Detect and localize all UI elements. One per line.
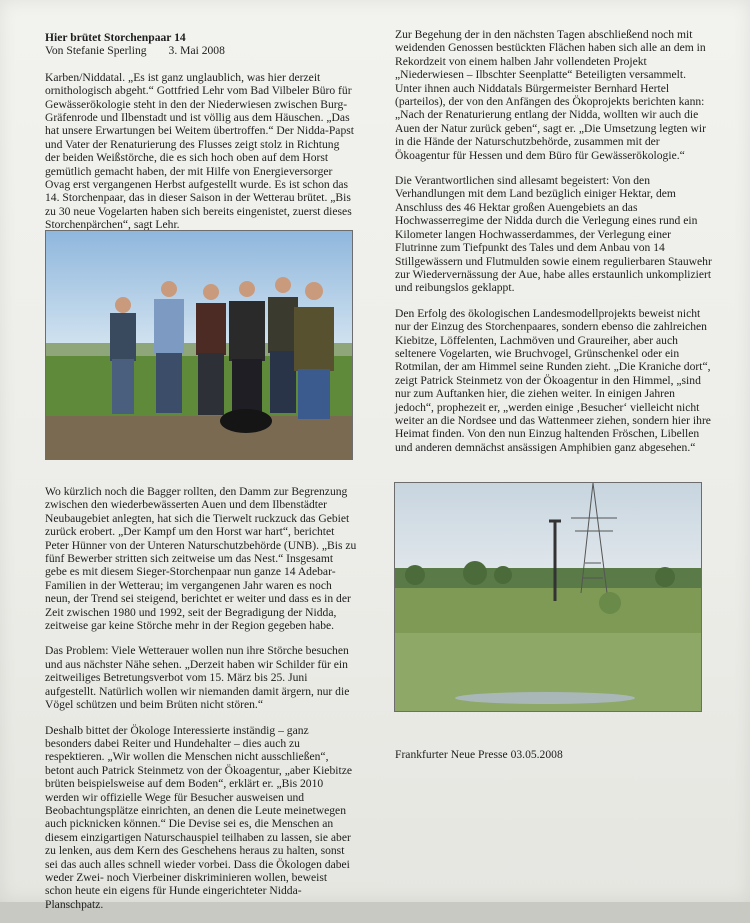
paragraph: Karben/Niddatal. „Es ist ganz unglaublich, was hier derzeit ornithologisch abgeht.“ Gottfried Lehr vom Bad Vilbeler Büro für Gewässerökologie steht in den der Niederwiesen zwischen Burg-Gräfenrode und Ilbenstadt und ist völlig aus dem Häuschen. „Das hat unsere Erwartungen bei Weitem übertroffen.“ Der Nidda-Papst und Vater der Renaturierung des Flusses zeigt stolz in Richtung der beiden Weißstörche, die es sich hoch oben auf dem Horst gemütlich gemacht haben, der mit Hilfe von Energieversorger Ovag erst vergangenen Herbst aufgestellt wurde. Es ist schon das 14. Storchenpaar, das in dieser Saison in der Wetterau brütet. „Bis zu 30 neue Vogelarten haben sich bereits eingenistet, zuerst dieses Storchenpärchen“, sagt Lehr. bbox=[45, 70, 354, 232]
author: Von Stefanie Sperling bbox=[45, 44, 147, 58]
column-left-bottom bbox=[45, 485, 357, 923]
paragraph: Wo kürzlich noch die Bagger rollten, den Damm zur Begrenzung zwischen den wiederbewässerten Auen und dem Ilbenstädter Neubaugebiet anlegten, hat sich die Tierwelt ruckzuck das Gebiet zurück erobert. „Der Kampf um den Horst war hart“, berichtet Peter Hünner von der Unteren Naturschutzbehörde (UNB). „Bis zu fünf Bewerber stritten sich zeitweise um das Nest.“ Insgesamt gebe es mit diesem Sieger-Storchenpaar nun ganze 14 Adebar-Familien in der Wetterau; im vergangenen Jahr waren es noch neun, der Trend sei steigend, berichtet er weiter und dass es in der Zeit zwischen 1980 und 1992, seit der Begradigung der Nidda, zeitweise gar keine Störche mehr in der Region gegeben habe. bbox=[45, 485, 357, 633]
paragraph: Den Erfolg des ökologischen Landesmodellprojekts beweist nicht nur der Einzug des Storchenpaares, sondern ebenso die zahlreichen Kiebitze, Löffelenten, Lachmöven und Graureiher, aber auch seltenere Vogelarten, wie Bruchvogel, Grünschenkel oder ein Rotmilan, der am Himmel seine Runden zieht. „Die Kraniche dort“, zeigt Patrick Steinmetz von der Ökoagentur in den Himmel, „sind nur zum Auftanken hier, die ziehen weiter. In einigen Jahren jedoch“, prophezeit er, „werden einige ‚Besucher‘ vielleicht nicht weiter an die Nordsee und das Wattenmeer ziehen, sondern hier ihre Heimat finden. Von den nun Einzug haltenden Fröschen, Libellen und anderen demnächst ansässigen Amphibien ganz abgesehen.“ bbox=[395, 306, 711, 454]
column-right-top bbox=[395, 28, 713, 466]
group-photo bbox=[45, 230, 353, 460]
paragraph: Zur Begehung der in den nächsten Tagen abschließend noch mit weidenden Genossen bestückten Flächen haben sich alle an dem in Rekordzeit von einem halben Jahr vollendeten Projekt „Niederwiesen – Ilbschter Seenplatte“ Beteiligten versammelt. Unter ihnen auch Niddatals Bürgermeister Bernhard Hertel (parteilos), der von den Anfängen des Ökoprojekts berichten kann: „Nach der Renaturierung entlang der Nidda, wollten wir auch die Auen der Natur zurück geben“, sagt er. „Die Umsetzung legten wir in die Hände der Naturschutzbehörde, zusammen mit der Ökoagentur für Hessen und dem Büro für Gewässerökologie.“ bbox=[395, 28, 706, 162]
paragraph: Die Verantwortlichen sind allesamt begeistert: Von den Verhandlungen mit dem Land bezüglich einiger Hektar, dem Anschluss des 46 Hektar großen Auengebiets an das Hochwasserregime der Nidda durch die Verlegung eines rund ein Kilometer langen Hochwasserdammes, der Verlegung einer Flutrinne zum Tiefpunkt des Tales und dem Anbau von 14 Stillgewässern und Flutmulden sowie einem regulierbaren Stauwehr zur Wiedervernässung der Aue, habe alles erstaunlich unkompliziert und reibungslos geklappt. bbox=[395, 174, 712, 295]
publish-date: 3. Mai 2008 bbox=[168, 44, 225, 58]
paragraph: Deshalb bittet der Ökologe Interessierte inständig – ganz besonders dabei Reiter und Hundehalter – dies auch zu respektieren. „Wir wollen die Menschen nicht ausschließen“, betont auch Patrick Steinmetz von der Ökoagentur, „aber Kiebitze brüten beispielsweise auf dem Boden“, erklärt er. „Bis 2010 werden wir offizielle Wege für Besucher ausweisen und Beobachtungsplätze einrichten, an denen die Leute meinetwegen auch picknicken können.“ Die Devise sei es, die Menschen an diesem einzigartigen Naturschauspiel teilhaben zu lassen, sie aber zu lenken, aus dem Kern des Geschehens heraus zu halten, sonst sei das auch alles schnell wieder vorbei. Dass die Ökologen dabei weder Zwei- noch Vierbeiner diskriminieren wollen, beweist schon heute ein eigens für Hunde eingerichteter Nidda-Planschpatz. bbox=[45, 723, 352, 911]
landscape-photo bbox=[394, 482, 702, 712]
byline bbox=[45, 44, 357, 57]
column-left-top bbox=[45, 31, 357, 244]
article-headline: Hier brütet Storchenpaar 14 bbox=[45, 31, 186, 44]
group-photo-image bbox=[46, 231, 352, 459]
paragraph: Das Problem: Viele Wetterauer wollen nun ihre Störche besuchen und aus nächster Nähe sehen. „Derzeit haben wir Schilder für ein zeitweiliges Betretungsverbot vom 15. März bis 25. Juni aufgestellt. Natürlich wollen wir niemanden damit ärgern, nur die Vögel schützen und beim Brüten nicht stören.“ bbox=[45, 644, 350, 712]
landscape-photo-image bbox=[395, 483, 701, 711]
source-citation: Frankfurter Neue Presse 03.05.2008 bbox=[395, 748, 563, 761]
